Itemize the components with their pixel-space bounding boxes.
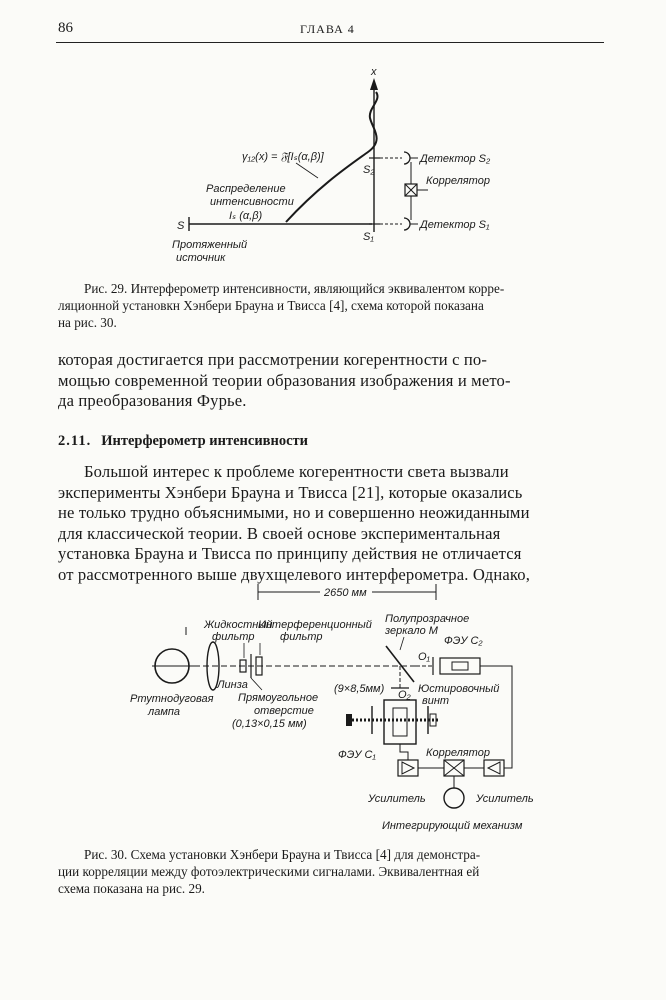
caption-line: ции корреляции между фотоэлектрическими сигналами. Эквивалентная ей — [58, 864, 480, 879]
detector-s1-icon — [404, 218, 410, 230]
distribution-label-3: Iₛ (α,β) — [229, 210, 263, 222]
adjust-label-1: Юстировочный — [418, 683, 500, 695]
lamp-label-1: Ртутнодуговая — [130, 693, 214, 705]
s1-label: S₁ — [363, 231, 374, 243]
paragraph-2 — [58, 462, 604, 585]
caption-line: на рис. 30. — [58, 315, 117, 330]
aperture-pointer — [251, 678, 262, 690]
half-mirror-icon — [386, 646, 414, 682]
source-label-1: Протяженный — [172, 239, 248, 251]
figure-30-caption-cont — [58, 863, 604, 897]
caption-line: схема показана на рис. 29. — [58, 881, 205, 896]
formula-pointer — [296, 163, 318, 178]
integrator-label: Интегрирующий механизм — [382, 820, 523, 832]
s-label: S — [177, 220, 185, 232]
amplifier-right-icon — [488, 762, 500, 774]
detector-s2-label: Детектор S₂ — [420, 153, 491, 165]
text-line: да преобразования Фурье. — [58, 391, 247, 410]
dimension-label: 2650 мм — [324, 587, 367, 599]
formula-label: γ₁₂(x) = 𝔉[Iₛ(α,β)] — [242, 151, 324, 163]
screw-knob-left — [346, 714, 352, 726]
text-line: эксперименты Хэнбери Брауна и Твисса [21], которые оказались — [58, 482, 523, 502]
pmt-c2-box — [440, 658, 480, 674]
correlator-label: Коррелятор — [426, 175, 490, 187]
adjust-label-2: винт — [422, 695, 450, 707]
pmt-c1-inner — [393, 708, 407, 736]
text-line: Большой интерес к проблеме когерентности света вызвали — [84, 462, 509, 481]
paragraph-1 — [58, 350, 604, 412]
caption-line: ляционной установкн Хэнбери Брауна и Твисса [4], схема которой показана — [58, 298, 484, 313]
figure-29-caption — [84, 280, 604, 297]
aperture-label-3: (0,13×0,15 мм) — [232, 718, 307, 730]
s2-label: S₂ — [363, 164, 375, 176]
pmt-c2-label: ФЭУ C₂ — [444, 635, 483, 647]
text-line: мощью современной теории образования изображения и мето- — [58, 370, 511, 390]
pmt-c1-label: ФЭУ C₁ — [338, 749, 376, 761]
liquid-filter-label-2: фильтр — [212, 631, 255, 643]
distribution-label-2: интенсивности — [210, 196, 294, 208]
section-title: Интерферометр интенсивности — [101, 433, 309, 449]
detector-s1-label: Детектор S₁ — [420, 219, 490, 231]
page-number: 86 — [58, 20, 73, 36]
aperture-label-2: отверстие — [254, 705, 314, 717]
figure-29-diagram — [0, 0, 666, 280]
wire-c1-amplifier — [400, 744, 408, 760]
section-heading — [58, 433, 308, 450]
aperture-label-1: Прямоугольное — [238, 692, 319, 704]
mirror-pointer — [400, 637, 404, 650]
source-label-2: источник — [176, 252, 226, 264]
pmt-c1-box — [384, 700, 416, 744]
integrator-icon — [444, 788, 464, 808]
pmt-c2-inner — [452, 662, 468, 670]
text-line: которая достигается при рассмотрении когерентности с по- — [58, 350, 488, 369]
text-line: для классической теории. В своей основе экспериментальная — [58, 523, 501, 543]
liquid-filter-label-1: Жидкостный — [204, 619, 273, 631]
text-line: не только трудно объяснимыми, но и совершенно неожиданными — [58, 503, 530, 522]
lens-label: Линза — [217, 679, 248, 691]
figure-30-caption — [84, 846, 604, 863]
running-head: ГЛАВА 4 — [300, 22, 355, 36]
interference-filter-label-1: Интерференционный — [258, 619, 372, 631]
mirror-label-1: Полупрозрачное — [385, 613, 470, 625]
correlator-label: Коррелятор — [426, 747, 490, 759]
text-line: установка Брауна и Твисса по принципу действия не отличается — [58, 544, 522, 563]
x-axis-arrow — [370, 78, 378, 90]
x-axis-label: x — [371, 66, 377, 78]
detector-s2-icon — [404, 152, 410, 164]
amplifier-left-icon — [402, 762, 414, 774]
amplifier-right-label: Усилитель — [476, 793, 534, 805]
caption-line: Рис. 30. Схема установки Хэнбери Брауна и Твисса [4] для демонстра- — [84, 847, 481, 862]
section-number: 2.11. — [58, 433, 92, 449]
distribution-label-1: Распределение — [206, 183, 286, 195]
o2-label: O₂ — [398, 689, 411, 701]
size-label: (9×8,5мм) — [334, 683, 385, 695]
mirror-label-2: зеркало M — [385, 625, 438, 637]
o1-label: O₁ — [418, 651, 431, 663]
figure-29-caption-cont — [58, 297, 604, 331]
lamp-label-2: лампа — [148, 706, 181, 718]
amplifier-left-label: Усилитель — [368, 793, 426, 805]
text-line: от рассмотренного выше двухщелевого интерферометра. Однако, — [58, 564, 530, 584]
interference-filter-label-2: фильтр — [280, 631, 323, 643]
caption-line: Рис. 29. Интерферометр интенсивности, являющийся эквивалентом корре- — [84, 281, 505, 296]
figure-30-diagram — [0, 580, 666, 840]
